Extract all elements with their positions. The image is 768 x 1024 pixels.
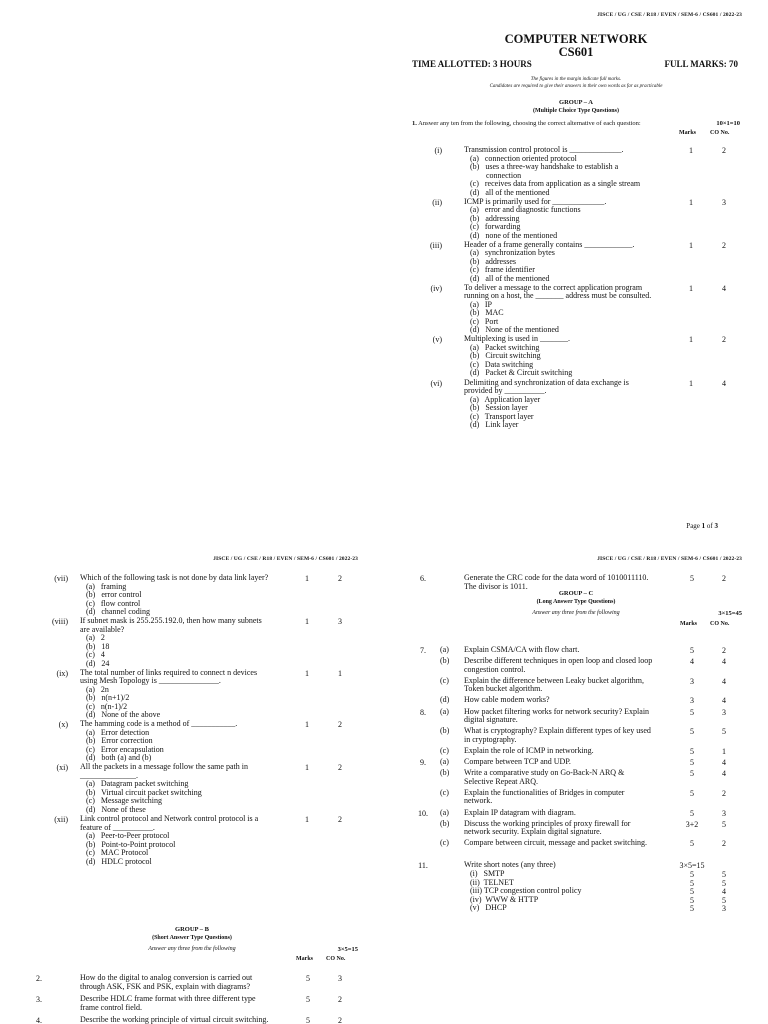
mcq-question-text: running on a host, the _______ address must be consulted. [464, 291, 652, 301]
page-2 [0, 548, 384, 1024]
long-question-number: 10. [418, 808, 428, 818]
mcq-option: (b) Point-to-Point protocol [86, 839, 176, 849]
mcq-question-text: The hamming code is a method of ___________. [80, 719, 238, 729]
marks-column-header: Marks [296, 956, 313, 962]
mcq-marks: 1 [689, 240, 693, 250]
long-question-text: Selective Repeat ARQ. [464, 776, 538, 786]
mcq-option: (c) receives data from application as a single stream [470, 179, 641, 188]
mcq-option: (d) HDLC protocol [86, 856, 152, 866]
mcq-number: (ix) [56, 668, 68, 678]
short-note-co: 5 [722, 895, 726, 905]
mcq-option: (a) error and diagnostic functions [470, 205, 581, 215]
short-question-number: 4. [36, 1016, 42, 1024]
long-question-text: network security. Explain digital signature. [464, 827, 602, 836]
mcq-question-text: Link control protocol and Network control protocol is a [80, 814, 259, 823]
group-c-instruction: Answer any three from the following [532, 610, 620, 616]
mcq-marks: 1 [305, 720, 309, 730]
group-b-instruction: Answer any three from the following [148, 946, 236, 952]
question-6-marks: 5 [690, 574, 694, 583]
page-3 [384, 548, 768, 1024]
mcq-option: (c) Data switching [470, 359, 534, 369]
short-note-item: (v) DHCP [470, 903, 507, 912]
long-question-marks: 4 [690, 657, 694, 666]
mcq-marks: 1 [689, 197, 693, 207]
mcq-marks: 1 [689, 283, 693, 293]
long-question-co: 2 [722, 646, 726, 655]
short-question-marks: 5 [306, 1016, 310, 1024]
long-question-text: Explain the functionalities of Bridges in computer [464, 787, 625, 797]
co-column-header: CO No. [710, 621, 730, 627]
mcq-number: (xii) [54, 815, 68, 824]
short-question-co: 3 [338, 974, 342, 983]
page-number: 1 [701, 522, 706, 530]
long-question-co: 4 [722, 696, 726, 705]
short-question-marks: 5 [306, 995, 310, 1004]
mcq-option: (b) addressing [470, 213, 520, 223]
mcq-number: (v) [432, 335, 442, 345]
mcq-option: (d) all of the mentioned [470, 187, 550, 197]
mcq-option: (d) None of the mentioned [470, 325, 559, 335]
mcq-question-text: feature of __________. [80, 822, 155, 832]
question-1-marks: 10×1=10 [716, 120, 740, 127]
short-note-marks: 5 [690, 895, 694, 905]
mcq-co: 2 [338, 815, 342, 824]
mcq-option: (b) n(n+1)/2 [86, 693, 130, 703]
long-question-marks: 5 [690, 808, 694, 818]
long-question-text: How packet filtering works for network security? Explain [464, 706, 650, 716]
mcq-option: (d) None of the above [86, 710, 161, 720]
short-question-number: 3. [36, 995, 42, 1004]
long-question-part: (a) [440, 645, 449, 654]
short-note-marks: 5 [690, 870, 694, 879]
mcq-option: (a) connection oriented protocol [470, 153, 577, 163]
mcq-option: (b) Error correction [86, 736, 153, 746]
long-question-marks: 5 [690, 707, 694, 717]
mcq-marks: 1 [305, 815, 309, 824]
page-total: 3 [714, 522, 718, 530]
mcq-co: 1 [338, 668, 342, 678]
page-footer [686, 522, 718, 530]
mcq-option: (d) None of these [86, 804, 146, 814]
question-1-text: Answer any ten from the following, choosing the correct alternative of each question: [418, 120, 641, 127]
long-question-number: 8. [420, 707, 426, 717]
long-question-part: (c) [440, 838, 449, 847]
mcq-co: 4 [722, 283, 726, 293]
long-question-part: (a) [440, 807, 449, 817]
long-question-co: 4 [722, 758, 726, 767]
mcq-option: (a) 2n [86, 684, 109, 694]
long-question-text: Token bucket algorithm. [464, 684, 543, 693]
mcq-marks: 1 [305, 617, 309, 627]
mcq-option: (c) Error encapsulation [86, 744, 164, 754]
mcq-option: connection [470, 170, 522, 180]
question-1-number: 1. [412, 120, 417, 127]
long-question-text: network. [464, 796, 493, 805]
mcq-co: 2 [722, 146, 726, 155]
group-c-heading: GROUP – C [558, 590, 594, 597]
long-question-co: 4 [722, 676, 726, 686]
mcq-number: (xi) [56, 763, 68, 773]
long-question-marks: 5 [690, 727, 694, 736]
short-note-item: (ii) TELNET [470, 877, 514, 887]
page-of: of [706, 522, 713, 530]
page-1 [384, 0, 768, 548]
mcq-option: (d) all of the mentioned [470, 273, 550, 283]
marks-column-header: Marks [680, 621, 697, 627]
mcq-question-text: Transmission control protocol is _____________. [464, 145, 624, 154]
long-question-marks: 3 [690, 676, 694, 686]
long-question-text: Explain IP datagram with diagram. [464, 807, 576, 817]
mcq-question-text: are available? [80, 624, 125, 634]
mcq-question-text: To deliver a message to the correct application program [464, 282, 643, 292]
full-marks: FULL MARKS: 70 [664, 59, 738, 69]
group-c-subheading: (Long Answer Type Questions) [536, 599, 616, 605]
short-note-item: (iv) WWW & HTTP [470, 894, 539, 904]
mcq-question-text: If subnet mask is 255.255.192.0, then how many subnets [80, 616, 262, 626]
question-6-number: 6. [420, 574, 426, 583]
mcq-option: (d) Packet & Circuit switching [470, 368, 573, 378]
exam-title: COMPUTER NETWORK [504, 32, 648, 46]
short-question-text: frame control field. [80, 1002, 142, 1012]
long-question-part: (c) [440, 675, 449, 685]
long-question-part: (a) [440, 757, 449, 766]
mcq-question-text: ICMP is primarily used for _____________. [464, 196, 607, 206]
long-question-co: 1 [722, 746, 726, 756]
long-question-co: 3 [722, 707, 726, 717]
mcq-co: 2 [338, 763, 342, 773]
mcq-option: (a) Peer-to-Peer protocol [86, 831, 170, 840]
group-a-heading: GROUP – A [559, 99, 593, 106]
group-b-heading: GROUP – B [175, 926, 209, 933]
long-question-text: Write a comparative study on Go-Back-N ARQ & [464, 768, 625, 777]
mcq-option: (b) MAC [470, 308, 504, 318]
long-question-part: (c) [440, 745, 449, 755]
mcq-option: (d) channel coding [86, 607, 150, 616]
mcq-option: (c) forwarding [470, 222, 521, 232]
long-question-text: Describe different techniques in open loop and closed loop [464, 656, 653, 665]
long-question-marks: 3 [690, 696, 694, 705]
mcq-question-text: using Mesh Topology is _______________. [80, 676, 221, 686]
mcq-option: (a) IP [470, 299, 492, 309]
mcq-marks: 1 [689, 146, 693, 155]
mcq-option: (c) Transport layer [470, 411, 534, 421]
mcq-option: (b) Session layer [470, 403, 528, 412]
long-question-co: 2 [722, 788, 726, 798]
short-question-number: 2. [36, 974, 42, 983]
mcq-option: (b) Circuit switching [470, 351, 541, 361]
long-question-part: (d) [440, 695, 450, 704]
mcq-option: (b) addresses [470, 256, 516, 266]
mcq-number: (vi) [430, 378, 442, 388]
mcq-option: (b) uses a three-way handshake to establish a [470, 162, 619, 171]
question-6-text: Generate the CRC code for the data word of 1010011110. [464, 573, 649, 582]
mcq-co: 2 [722, 240, 726, 250]
mcq-option: (d) none of the mentioned [470, 230, 558, 240]
short-question-text: Describe the working principle of virtual circuit switching. [80, 1015, 269, 1024]
mcq-option: (c) Message switching [86, 796, 162, 806]
long-question-part: (b) [440, 768, 450, 777]
mcq-option: (d) 24 [86, 658, 110, 668]
mcq-question-text: Which of the following task is not done by data link layer? [80, 573, 269, 582]
short-note-marks: 5 [690, 887, 694, 896]
group-b-marks: 3×5=15 [337, 946, 358, 953]
question-6-co: 2 [722, 574, 726, 583]
mcq-option: (d) Link layer [470, 420, 519, 429]
mcq-number: (viii) [52, 617, 68, 627]
long-question-text: Explain the role of ICMP in networking. [464, 745, 594, 755]
mcq-marks: 1 [689, 335, 693, 345]
page-header: JISCE / UG / CSE / R18 / EVEN / SEM-6 / CS601 / 2022-23 [213, 556, 358, 562]
mcq-option: (a) Application layer [470, 394, 541, 404]
short-note-co: 3 [722, 904, 726, 913]
mcq-option: (a) Packet switching [470, 342, 540, 352]
mcq-option: (c) 4 [86, 650, 105, 660]
question-11-number: 11. [418, 861, 428, 870]
long-question-co: 5 [722, 819, 726, 829]
mcq-option: (c) n(n-1)/2 [86, 701, 128, 711]
short-note-marks: 5 [690, 904, 694, 913]
mcq-option: (c) frame identifier [470, 265, 535, 275]
mcq-co: 2 [722, 335, 726, 345]
mcq-co: 2 [338, 720, 342, 730]
long-question-number: 9. [420, 758, 426, 767]
mcq-co: 4 [722, 378, 726, 388]
mcq-question-text: The total number of links required to connect n devices [80, 667, 258, 677]
course-code: CS601 [558, 45, 594, 59]
long-question-co: 4 [722, 657, 726, 666]
page-header: JISCE / UG / CSE / R18 / EVEN / SEM-6 / CS601 / 2022-23 [597, 12, 742, 18]
co-column-header: CO No. [710, 130, 730, 136]
short-question-text: Describe HDLC frame format with three different type [80, 994, 256, 1003]
mcq-marks: 1 [305, 668, 309, 678]
short-question-marks: 5 [306, 974, 310, 983]
long-question-marks: 3+2 [685, 819, 699, 829]
long-question-marks: 5 [690, 746, 694, 756]
group-c-marks: 3×15=45 [718, 610, 742, 617]
mcq-number: (i) [434, 146, 442, 155]
mcq-question-text: Multiplexing is used in _______. [464, 334, 570, 344]
short-note-co: 5 [722, 870, 726, 879]
group-a-subheading: (Multiple Choice Type Questions) [533, 108, 619, 114]
long-question-text: Discuss the working principles of proxy firewall for [464, 818, 631, 828]
mcq-question-text: Delimiting and synchronization of data exchange is [464, 377, 629, 387]
question-6-text: The divisor is 1011. [464, 581, 528, 591]
long-question-co: 4 [722, 769, 726, 778]
long-question-text: Compare between TCP and UDP. [464, 757, 571, 766]
short-question-co: 2 [338, 1016, 342, 1024]
long-question-marks: 5 [690, 758, 694, 767]
mcq-option: (b) 18 [86, 641, 110, 651]
mcq-option: (a) Error detection [86, 727, 150, 737]
short-note-co: 4 [722, 887, 726, 896]
short-question-text: How do the digital to analog conversion is carried out [80, 973, 253, 982]
mcq-number: (ii) [432, 197, 442, 207]
mcq-question-text: All the packets in a message follow the same path in [80, 762, 248, 772]
long-question-part: (b) [440, 818, 450, 828]
mcq-marks: 1 [305, 763, 309, 773]
long-question-part: (c) [440, 787, 449, 797]
mcq-option: (c) Port [470, 316, 499, 326]
mcq-question-text: ______________. [80, 770, 138, 780]
instruction-note-1: The figures in the margin indicate full marks. [530, 77, 622, 82]
long-question-text: How cable modem works? [464, 695, 550, 704]
long-question-text: Explain the difference between Leaky bucket algorithm, [464, 675, 644, 685]
long-question-number: 7. [420, 646, 426, 655]
question-11-marks: 3×5=15 [679, 861, 705, 870]
mcq-option: (c) MAC Protocol [86, 848, 149, 857]
long-question-part: (b) [440, 656, 450, 665]
group-b-subheading: (Short Answer Type Questions) [152, 935, 232, 941]
mcq-number: (iii) [430, 240, 442, 250]
short-note-marks: 5 [690, 878, 694, 888]
page-header: JISCE / UG / CSE / R18 / EVEN / SEM-6 / CS601 / 2022-23 [597, 556, 742, 562]
mcq-co: 3 [338, 617, 342, 627]
short-question-co: 2 [338, 995, 342, 1004]
long-question-text: in cryptography. [464, 734, 517, 744]
short-note-item: (iii) TCP congestion control policy [470, 886, 582, 895]
time-allotted: TIME ALLOTTED: 3 HOURS [412, 59, 532, 69]
long-question-text: Compare between circuit, message and packet switching. [464, 838, 648, 847]
long-question-text: What is cryptography? Explain different types of key used [464, 726, 651, 735]
mcq-question-text: Header of a frame generally contains ____________. [464, 239, 635, 249]
instruction-note-2: Candidates are required to give their answers in their own words as far as practicable [489, 84, 663, 89]
mcq-number: (iv) [430, 283, 442, 293]
mcq-option: (c) flow control [86, 598, 141, 608]
long-question-text: congestion control. [464, 664, 526, 674]
mcq-co: 3 [722, 197, 726, 207]
mcq-co: 2 [338, 574, 342, 583]
short-note-co: 5 [722, 878, 726, 888]
mcq-number: (x) [58, 720, 68, 730]
page-label: Page [686, 522, 700, 530]
mcq-option: (a) Datagram packet switching [86, 779, 189, 789]
mcq-marks: 1 [305, 574, 309, 583]
mcq-option: (d) both (a) and (b) [86, 753, 152, 763]
co-column-header: CO No. [326, 956, 346, 962]
long-question-text: digital signature. [464, 715, 518, 724]
short-note-item: (i) SMTP [470, 869, 505, 878]
mcq-option: (a) synchronization bytes [470, 248, 555, 258]
long-question-part: (a) [440, 706, 449, 716]
long-question-marks: 5 [690, 769, 694, 778]
long-question-co: 5 [722, 727, 726, 736]
long-question-marks: 5 [690, 646, 694, 655]
mcq-option: (a) framing [86, 581, 127, 591]
mcq-marks: 1 [689, 378, 693, 388]
mcq-number: (vii) [54, 574, 68, 583]
long-question-text: Explain CSMA/CA with flow chart. [464, 645, 580, 654]
mcq-option: (a) 2 [86, 633, 105, 643]
short-question-text: through ASK, FSK and PSK, explain with diagrams? [80, 981, 250, 991]
question-1-instruction [412, 120, 641, 127]
long-question-part: (b) [440, 726, 450, 735]
mcq-option: (b) error control [86, 590, 142, 599]
long-question-marks: 5 [690, 839, 694, 848]
long-question-co: 2 [722, 839, 726, 848]
mcq-option: (b) Virtual circuit packet switching [86, 787, 202, 797]
long-question-co: 3 [722, 808, 726, 818]
marks-column-header: Marks [679, 130, 696, 136]
question-11-text: Write short notes (any three) [464, 860, 556, 869]
long-question-marks: 5 [690, 788, 694, 798]
mcq-question-text: provided by __________. [464, 386, 547, 395]
